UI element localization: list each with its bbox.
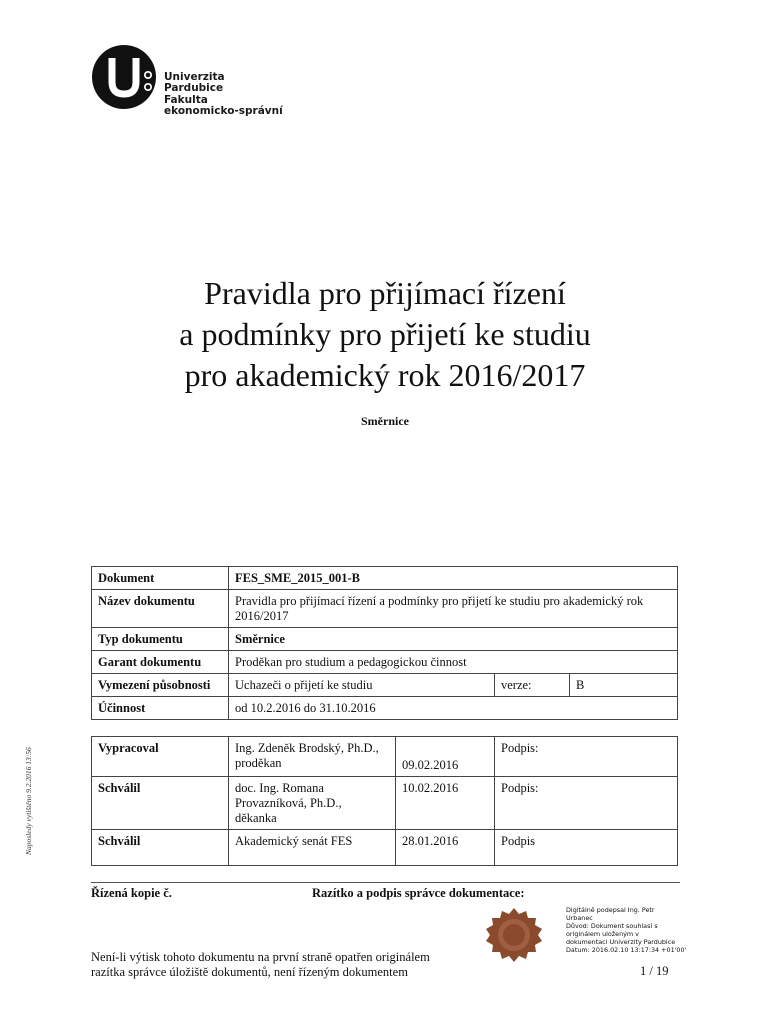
version-label: verze: <box>495 674 570 697</box>
person-cell <box>229 830 396 866</box>
document-scope: Uchazeči o přijetí ke studiu <box>229 674 495 697</box>
row-label: Vypracoval <box>92 737 229 777</box>
person-line: děkanka <box>235 811 277 825</box>
person-line: Provazníková, Ph.D., <box>235 796 342 810</box>
controlled-document-note <box>91 950 430 980</box>
logo-line: Pardubice <box>164 82 224 95</box>
document-title <box>0 273 770 396</box>
document-code: FES_SME_2015_001-B <box>229 567 678 590</box>
title-line: pro akademický rok 2016/2017 <box>184 357 586 393</box>
signature-line: Urbanec <box>566 914 593 923</box>
stamp-signature-label: Razítko a podpis správce dokumentace: <box>312 886 525 900</box>
row-label: Garant dokumentu <box>92 651 229 674</box>
date-cell: 28.01.2016 <box>396 830 495 866</box>
logo-line: Univerzita <box>164 71 225 83</box>
university-logo-icon <box>90 42 160 112</box>
approval-table <box>91 736 678 866</box>
document-info-table <box>91 566 678 720</box>
table-row <box>92 628 678 651</box>
signature-line: Datum: 2016.02.10 13:17:34 +01'00' <box>566 946 687 955</box>
row-label: Název dokumentu <box>92 590 229 628</box>
person-line: proděkan <box>235 756 282 770</box>
row-label: Schválil <box>92 830 229 866</box>
signature-line: originálem uloženým v <box>566 930 639 939</box>
signature-line: dokumentaci Univerzity Pardubice <box>566 938 676 947</box>
logo-line: Fakulta <box>164 93 208 106</box>
seal-icon <box>484 906 544 966</box>
table-row <box>92 830 678 866</box>
table-row <box>92 674 678 697</box>
row-label: Vymezení působnosti <box>92 674 229 697</box>
date-cell: 09.02.2016 <box>396 737 495 777</box>
date-cell: 10.02.2016 <box>396 777 495 830</box>
document-subtitle: Směrnice <box>361 414 409 428</box>
person-line: Ing. Zdeněk Brodský, Ph.D., <box>235 741 379 755</box>
university-logo <box>90 42 290 122</box>
document-type: Směrnice <box>229 628 678 651</box>
signature-cell: Podpis: <box>495 777 678 830</box>
table-row <box>92 590 678 628</box>
row-label: Dokument <box>92 567 229 590</box>
document-name: Pravidla pro přijímací řízení a podmínky pro přijetí ke studiu pro akademický rok 2016/2017 <box>229 590 678 628</box>
row-label: Účinnost <box>92 697 229 720</box>
title-line: Pravidla pro přijímací řízení <box>204 275 566 311</box>
table-row <box>92 777 678 830</box>
signature-line: Digitálně podepsal Ing. Petr <box>566 906 655 914</box>
row-label: Typ dokumentu <box>92 628 229 651</box>
signature-line: Důvod: Dokument souhlasí s <box>566 922 658 931</box>
print-timestamp-note: Naposledy vytištěno 9.2.2016 13:56 <box>24 747 33 855</box>
person-cell <box>229 777 396 830</box>
document-validity: od 10.2.2016 do 31.10.2016 <box>229 697 678 720</box>
note-line: Není-li výtisk tohoto dokumentu na první straně opatřen originálem <box>91 950 430 964</box>
table-row <box>92 651 678 674</box>
signature-cell: Podpis <box>495 830 678 866</box>
person-cell <box>229 737 396 777</box>
version-value: B <box>570 674 678 697</box>
signature-cell: Podpis: <box>495 737 678 777</box>
document-guarantor: Proděkan pro studium a pedagogickou činnost <box>229 651 678 674</box>
logo-line: ekonomicko-správní <box>164 105 283 118</box>
footer-divider <box>91 882 680 883</box>
page-number: 1 / 19 <box>640 964 669 978</box>
digital-signature <box>566 906 686 955</box>
note-line: razítka správce úložiště dokumentů, není řízeným dokumentem <box>91 965 408 979</box>
controlled-copy-label: Řízená kopie č. <box>91 886 172 900</box>
table-row <box>92 737 678 777</box>
university-name <box>164 72 283 118</box>
person-line: doc. Ing. Romana <box>235 781 324 795</box>
title-line: a podmínky pro přijetí ke studiu <box>179 316 591 352</box>
person-line: Akademický senát FES <box>235 834 353 848</box>
table-row <box>92 567 678 590</box>
row-label: Schválil <box>92 777 229 830</box>
table-row <box>92 697 678 720</box>
